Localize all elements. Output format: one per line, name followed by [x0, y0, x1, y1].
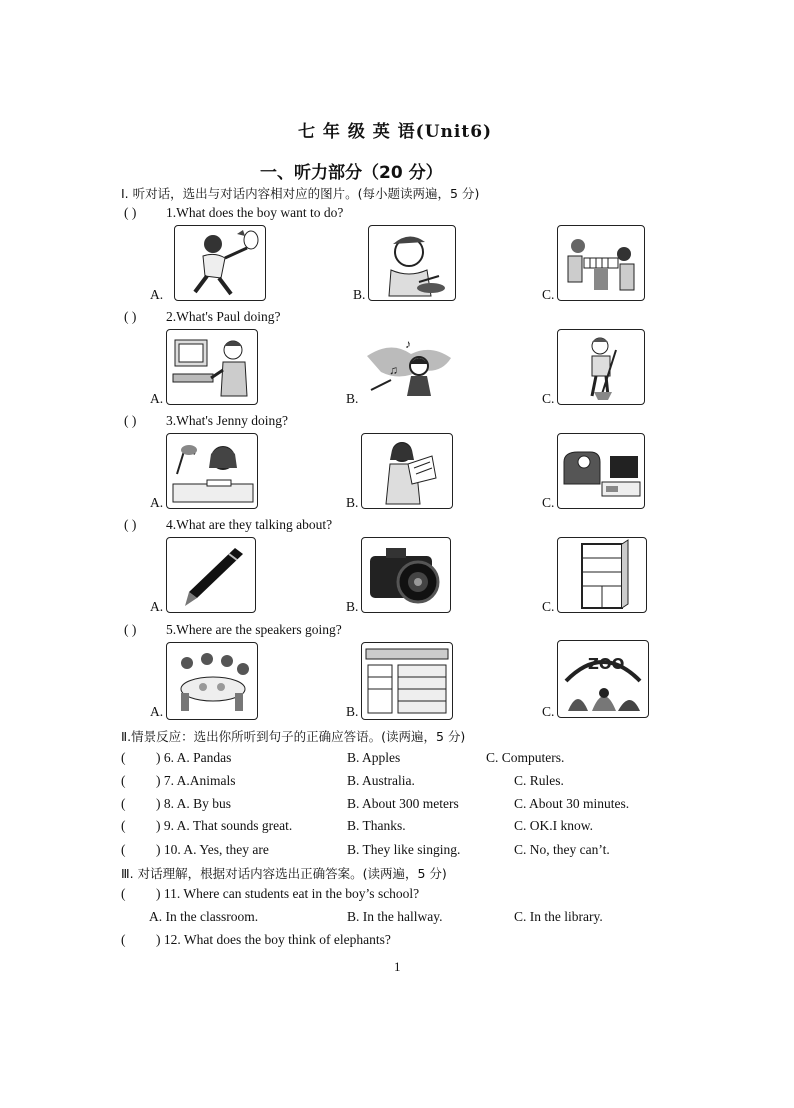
answer-blank[interactable]: (: [121, 773, 126, 788]
section-title: 一、听力部分（20 分）: [260, 163, 443, 183]
option-label: B.: [346, 495, 359, 510]
option-b: B. They like singing.: [347, 842, 461, 857]
part3-instruction: Ⅲ. 对话理解，根据对话内容选出正确答案。(读两遍，5 分): [121, 866, 447, 881]
option-label: C.: [542, 287, 555, 302]
option-c: C. OK.I know.: [514, 818, 593, 833]
answer-blank[interactable]: (: [121, 932, 126, 947]
answer-blank[interactable]: (: [121, 842, 126, 857]
option-b: B. Apples: [347, 750, 401, 765]
option-label: B.: [346, 391, 359, 406]
option-a: ) 7. A.Animals: [156, 773, 236, 788]
person-watching-tv-icon[interactable]: [557, 433, 645, 509]
question-text: 2.What's Paul doing?: [166, 309, 281, 324]
option-label: A.: [150, 704, 164, 719]
option-label: A.: [150, 287, 164, 302]
option-label: C.: [542, 391, 555, 406]
girl-writing-at-desk-icon[interactable]: [166, 433, 258, 509]
answer-blank[interactable]: ( ): [124, 622, 137, 637]
zoo-icon[interactable]: [557, 640, 649, 718]
answer-blank[interactable]: (: [121, 796, 126, 811]
answer-blank[interactable]: (: [121, 818, 126, 833]
option-b: B. In the hallway.: [347, 909, 443, 924]
answer-blank[interactable]: ( ): [124, 517, 137, 532]
badminton-player-icon[interactable]: [174, 225, 266, 301]
boy-at-computer-icon[interactable]: [166, 329, 258, 405]
svg-text:♪: ♪: [405, 337, 411, 351]
answer-blank[interactable]: (: [121, 886, 126, 901]
part2-instruction: Ⅱ.情景反应：选出你所听到句子的正确应答语。(读两遍，5 分): [121, 729, 466, 744]
camera-icon[interactable]: [361, 537, 451, 613]
option-label: C.: [542, 495, 555, 510]
option-b: B. About 300 meters: [347, 796, 459, 811]
option-label: C.: [542, 599, 555, 614]
page-title: 七 年 级 英 语(Unit6): [298, 122, 493, 142]
answer-blank[interactable]: ( ): [124, 413, 137, 428]
option-label: B.: [353, 287, 366, 302]
option-c: C. Rules.: [514, 773, 564, 788]
party-at-table-icon[interactable]: [166, 642, 258, 720]
boy-sweeping-icon[interactable]: [557, 329, 645, 405]
girl-listening-music-icon[interactable]: [360, 329, 456, 405]
girl-reading-book-icon[interactable]: [361, 433, 453, 509]
option-c: C. No, they can’t.: [514, 842, 610, 857]
answer-blank[interactable]: ( ): [124, 205, 137, 220]
answer-blank[interactable]: (: [121, 750, 126, 765]
option-c: C. About 30 minutes.: [514, 796, 630, 811]
option-a: A. In the classroom.: [149, 909, 259, 924]
pen-icon[interactable]: [166, 537, 256, 613]
option-a: ) 6. A. Pandas: [156, 750, 232, 765]
supermarket-icon[interactable]: [361, 642, 453, 720]
answer-blank[interactable]: ( ): [124, 309, 137, 324]
question-text: 3.What's Jenny doing?: [166, 413, 289, 428]
option-b: B. Australia.: [347, 773, 415, 788]
kids-playing-chess-icon[interactable]: [557, 225, 645, 301]
option-b: B. Thanks.: [347, 818, 406, 833]
part1-instruction: Ⅰ. 听对话，选出与对话内容相对应的图片。(每小题读两遍，5 分): [121, 186, 480, 201]
bookcase-icon[interactable]: [557, 537, 647, 613]
question-text: ) 11. Where can students eat in the boy’s school?: [156, 886, 420, 901]
question-text: ) 12. What does the boy think of elephants?: [156, 932, 391, 947]
option-label: C.: [542, 704, 555, 719]
option-label: B.: [346, 599, 359, 614]
option-label: A.: [150, 391, 164, 406]
option-a: ) 9. A. That sounds great.: [156, 818, 293, 833]
option-c: C. Computers.: [486, 750, 565, 765]
question-text: 1.What does the boy want to do?: [166, 205, 344, 220]
svg-text:ZOO: ZOO: [588, 655, 625, 673]
page-number: 1: [394, 959, 401, 974]
option-label: A.: [150, 495, 164, 510]
option-c: C. In the library.: [514, 909, 603, 924]
option-label: A.: [150, 599, 164, 614]
svg-text:♫: ♫: [389, 363, 398, 377]
option-label: B.: [346, 704, 359, 719]
question-text: 4.What are they talking about?: [166, 517, 333, 532]
option-a: ) 10. A. Yes, they are: [156, 842, 269, 857]
question-text: 5.Where are the speakers going?: [166, 622, 342, 637]
boy-eating-icon[interactable]: [368, 225, 456, 301]
option-a: ) 8. A. By bus: [156, 796, 232, 811]
